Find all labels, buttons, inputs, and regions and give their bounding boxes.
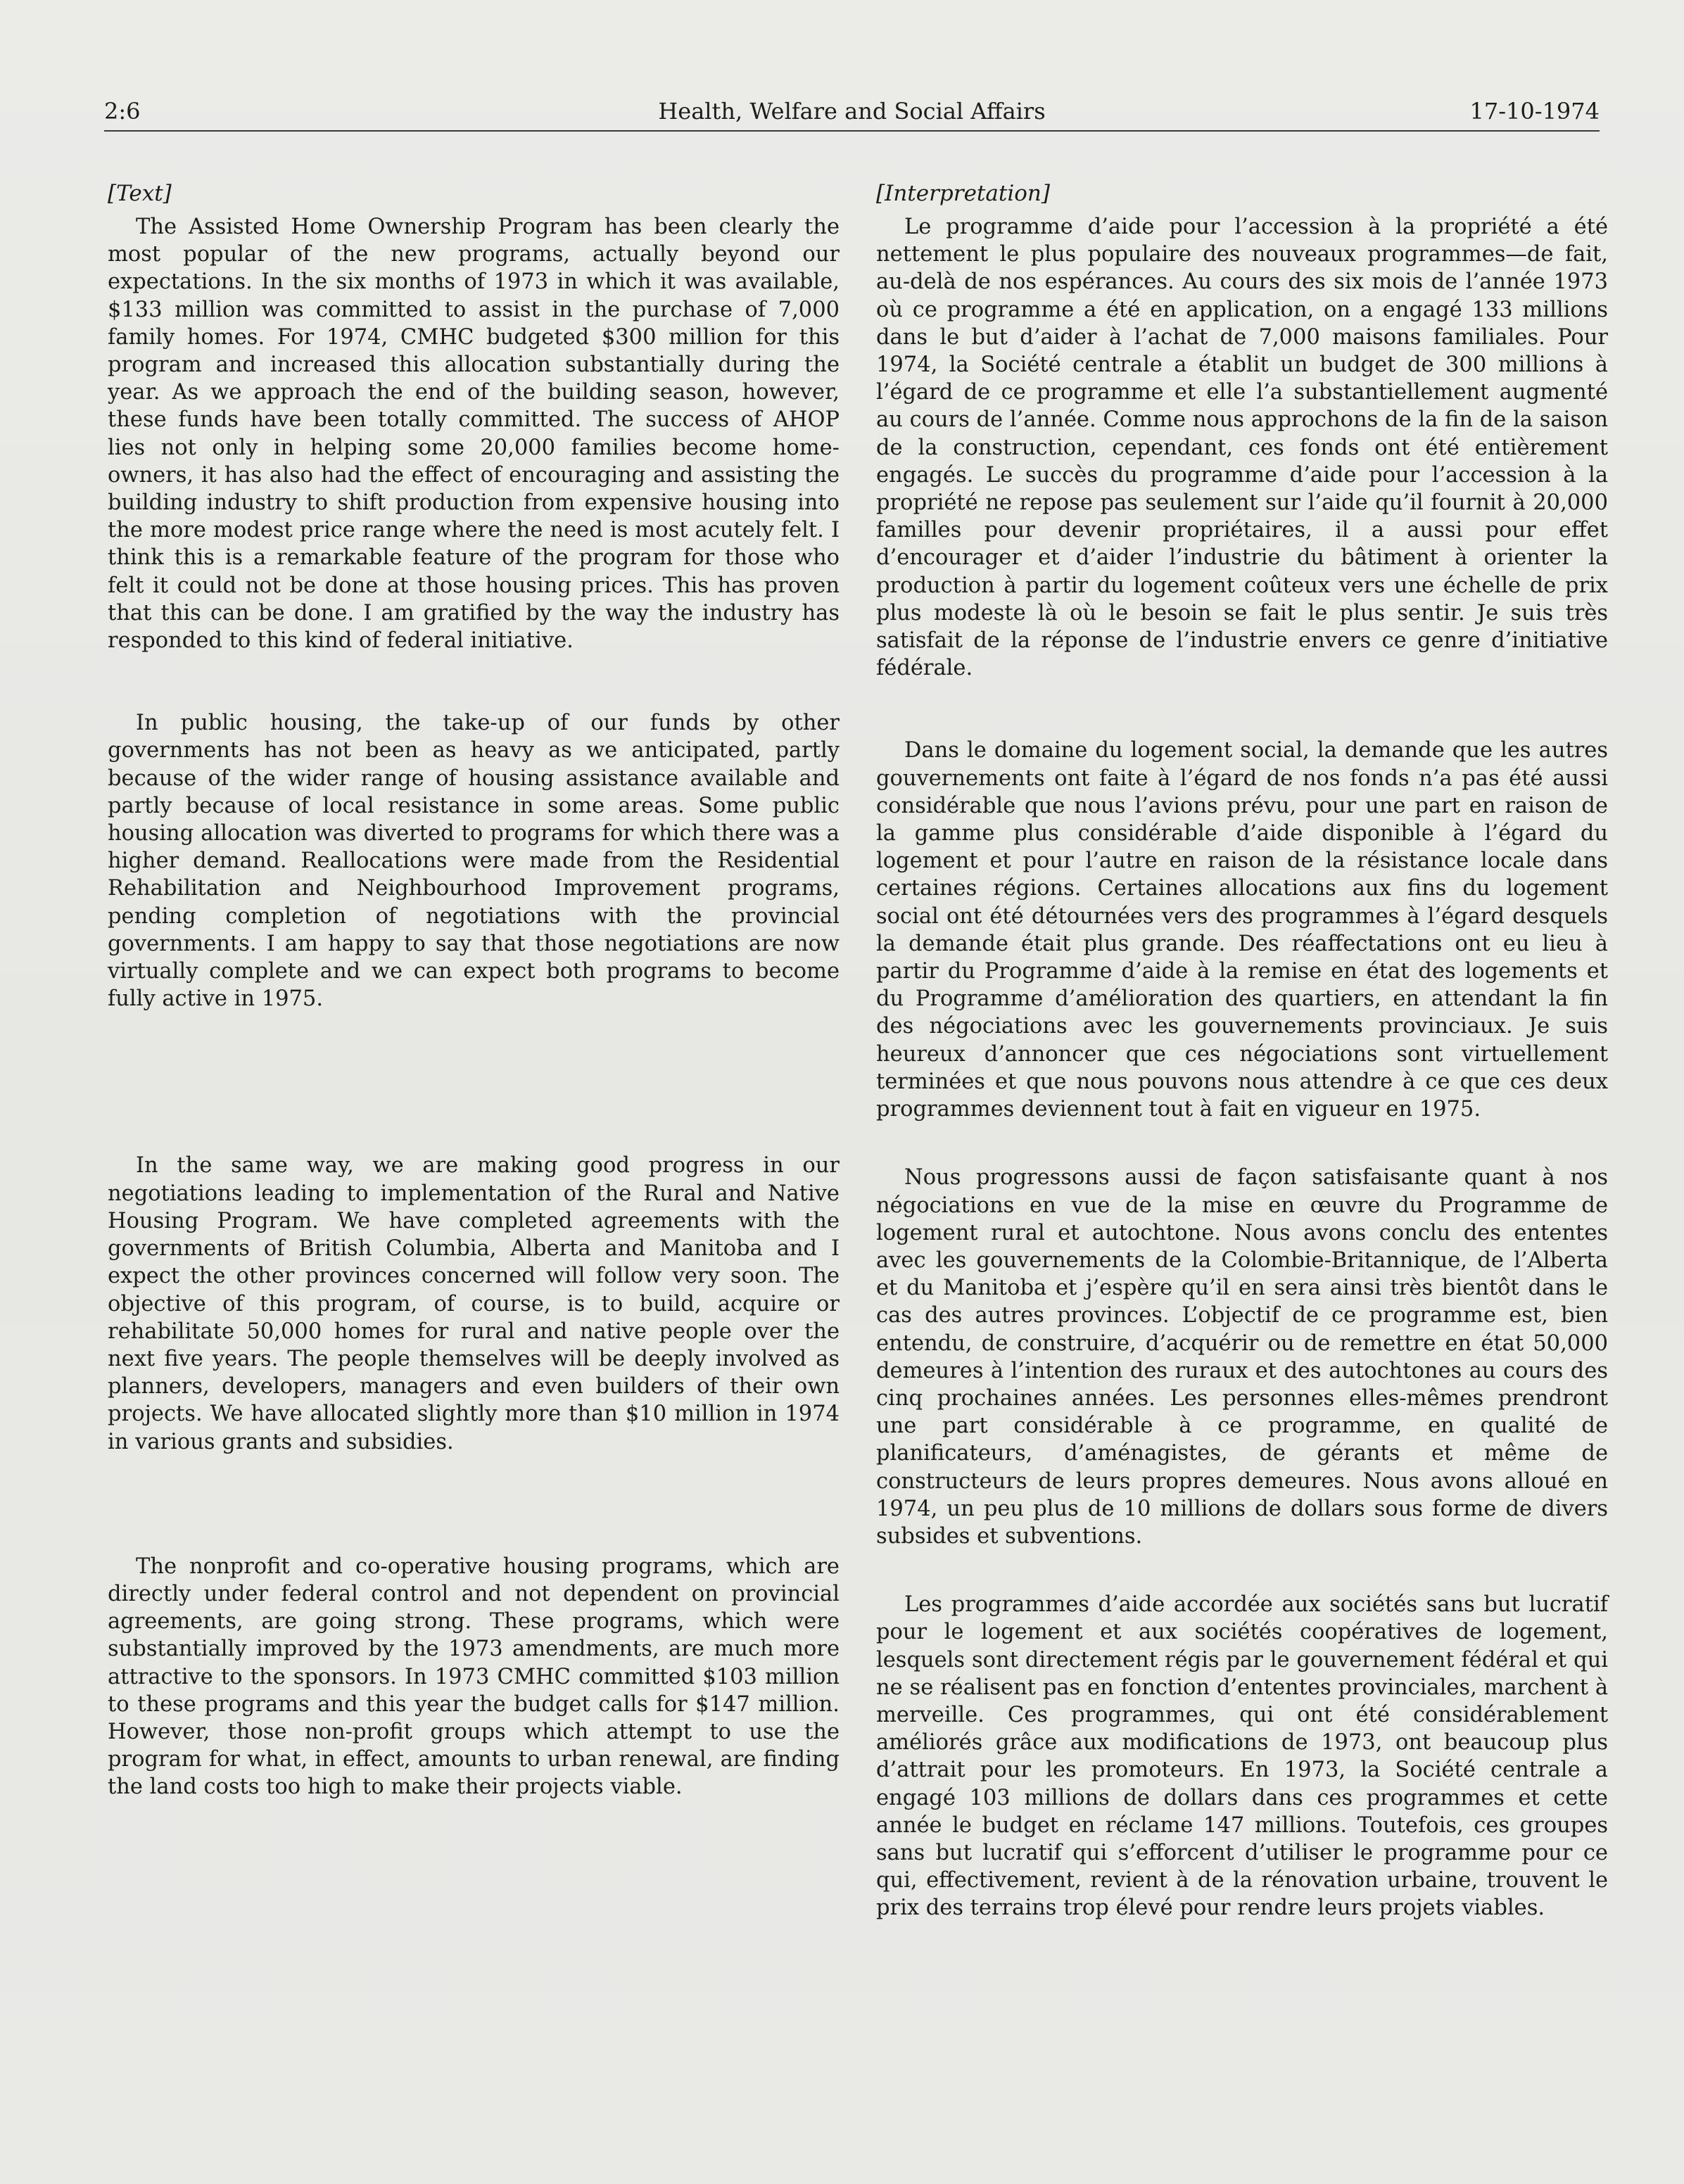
english-paragraph: In public housing, the take-up of our funds by other governments has not been as heavy as we anticipated, partly because of the wider range of housing assistance available and partly because of local resistance in some areas. Some public housing allocation was diverted to programs for which there was a higher demand. Reallocations were made from the Residential Rehabilitation and Neighbourhood Improvement programs, pending completion of negotiations with the provincial governments. I am happy to say that those negotiations are now virtually complete and we can expect both programs to become fully active in 1975. [108,711,840,1012]
column-label-text: [Text] [108,181,172,206]
french-paragraph: Les programmes d’aide accordée aux sociétés sans but lucratif pour le logement et aux sociétés coopératives de logement, lesquels sont directement régis par le gouvernement fédéral et qui ne se réalisent pas en fonction d’ententes provinciales, marchent à merveille. Ces programmes, qui ont été considérablement améliorés grâce aux modifications de 1973, ont beaucoup plus d’attrait pour les promoteurs. En 1973, la Société centrale a engagé 103 millions de dollars dans ces programmes et cette année le budget en réclame 147 millions. Toutefois, ces groupes sans but lucratif qui s’efforcent d’utiliser le programme pour ce qui, effectivement, revient à de la rénovation urbaine, trouvent le prix des terrains trop élevé pour rendre leurs projets viables. [876,1592,1608,1921]
page-title: Health, Welfare and Social Affairs [658,98,1046,125]
french-column [876,179,1608,1922]
french-paragraph: Le programme d’aide pour l’accession à la propriété a été nettement le plus populaire des nouveaux programmes—de fait, au-delà de nos espérances. Au cours des six mois de l’année 1973 où ce programme a été en application, on a engagé 133 millions dans le but d’aider à l’achat de 7,000 maisons familiales. Pour 1974, la Société centrale a établit un budget de 300 millions à l’égard de ce programme et elle l’a substantiellement augmenté au cours de l’année. Comme nous approchons de la fin de la saison de la construction, cependant, ces fonds ont été entièrement engagés. Le succès du programme d’aide pour l’accession à la propriété ne repose pas seulement sur l’aide qu’il fournit à 20,000 familles pour devenir propriétaires, il a aussi pour effet d’encourager et d’aider l’industrie du bâtiment à orienter la production à partir du logement coûteux vers une échelle de prix plus modeste là où le besoin se fait le plus sentir. Je suis très satisfait de la réponse de l’industrie envers ce genre d’initiative fédérale. [876,215,1608,681]
english-column [108,179,840,1801]
page-number: 2:6 [104,98,141,125]
column-label-interpretation: [Interpretation] [876,181,1050,206]
page-header [104,95,1600,132]
english-paragraph: The nonprofit and co-operative housing programs, which are directly under federal control and not dependent on provincial agreements, are going strong. These programs, which were substantially improved by the 1973 amendments, are much more attractive to the sponsors. In 1973 CMHC committed $103 million to these programs and this year the budget calls for $147 million. However, those non-profit groups which attempt to use the program for what, in effect, amounts to urban renewal, are finding the land costs too high to make their projects viable. [108,1554,840,1800]
french-paragraph: Dans le domaine du logement social, la demande que les autres gouvernements ont faite à l’égard de nos fonds n’a pas été aussi considérable que nous l’avions prévu, pour une part en raison de la gamme plus considérable d’aide disponible à l’égard du logement et pour l’autre en raison de la résistance locale dans certaines régions. Certaines allocations aux fins du logement social ont été détournées vers des programmes à l’égard desquels la demande était plus grande. Des réaffectations ont eu lieu à partir du Programme d’aide à la remise en état des logements et du Programme d’amélioration des quartiers, en attendant la fin des négociations avec les gouvernements provinciaux. Je suis heureux d’annoncer que ces négociations sont virtuellement terminées et que nous pouvons nous attendre à ce que ces deux programmes deviennent tout à fait en vigueur en 1975. [876,738,1608,1122]
french-paragraph: Nous progressons aussi de façon satisfaisante quant à nos négociations en vue de la mise en œuvre du Programme de logement rural et autochtone. Nous avons conclu des ententes avec les gouvernements de la Colombie-Britannique, de l’Alberta et du Manitoba et j’espère qu’il en sera ainsi très bientôt dans le cas des autres provinces. L’objectif de ce programme est, bien entendu, de construire, d’acquérir ou de remettre en état 50,000 demeures à l’intention des ruraux et des autochtones au cours des cinq prochaines années. Les personnes elles-mêmes prendront une part considérable à ce programme, en qualité de planificateurs, d’aménagistes, de gérants et même de constructeurs de leurs propres demeures. Nous avons alloué en 1974, un peu plus de 10 millions de dollars sous forme de divers subsides et subventions. [876,1165,1608,1549]
english-paragraph: The Assisted Home Ownership Program has been clearly the most popular of the new programs, actually beyond our expectations. In the six months of 1973 in which it was available, $133 million was committed to assist in the purchase of 7,000 family homes. For 1974, CMHC budgeted $300 million for this program and increased this allocation substantially during the year. As we approach the end of the building season, however, these funds have been totally committed. The success of AHOP lies not only in helping some 20,000 families become home-owners, it has also had the effect of encouraging and assisting the building industry to shift production from expensive housing into the more modest price range where the need is most acutely felt. I think this is a remarkable feature of the program for those who felt it could not be done at those housing prices. This has proven that this can be done. I am gratified by the way the industry has responded to this kind of federal initiative. [108,215,840,654]
english-paragraph: In the same way, we are making good progress in our negotiations leading to implementation of the Rural and Native Housing Program. We have completed agreements with the governments of British Columbia, Alberta and Manitoba and I expect the other provinces concerned will follow very soon. The objective of this program, of course, is to build, acquire or rehabilitate 50,000 homes for rural and native people over the next five years. The people themselves will be deeply involved as planners, developers, managers and even builders of their own projects. We have allocated slightly more than $10 million in 1974 in various grants and subsidies. [108,1153,840,1454]
page-date: 17-10-1974 [1469,98,1600,125]
